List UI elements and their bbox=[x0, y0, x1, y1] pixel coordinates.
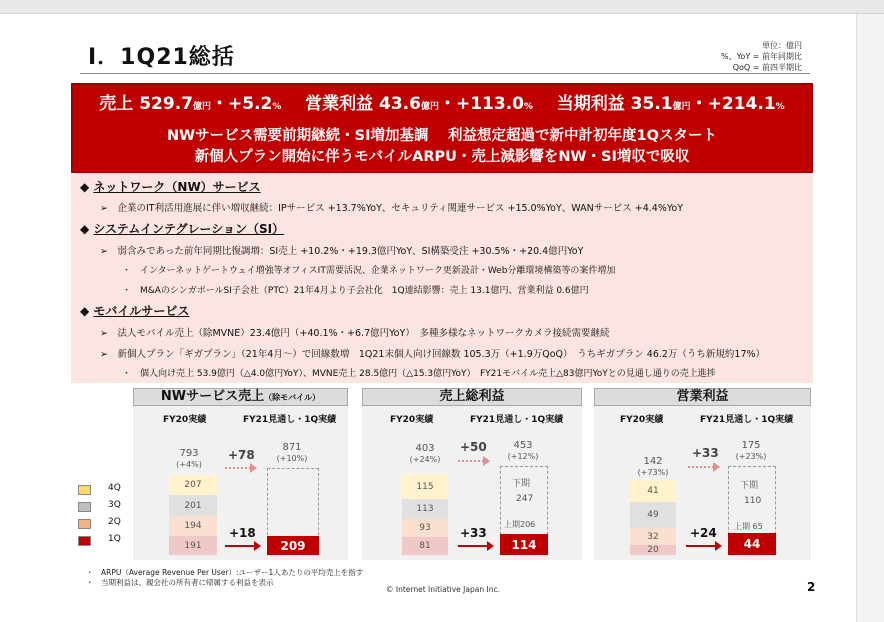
mobile-line3: ・ 個人向け売上 53.9億円（△4.0億円YoY）、MVNE売上 28.5億円（△15.3億円YoY） FY21モバイル売上△83億円YoYとの見通し通りの売上進捗 bbox=[122, 369, 716, 379]
gp-fy20-q2: 93 bbox=[402, 519, 448, 537]
net-unit: 億円 bbox=[672, 102, 691, 112]
scrollbar[interactable] bbox=[856, 14, 884, 622]
si-line2: ・ インターネットゲートウェイ増強等オフィスIT需要活況、企業ネットワーク更新設計・Web分離環境構築等の案件増加 bbox=[122, 266, 616, 276]
op-fy20-q1: 20 bbox=[630, 545, 676, 555]
chart-title-op: 営業利益 bbox=[594, 388, 811, 406]
sales-sep: ・ bbox=[211, 94, 229, 114]
legend-swatch-3q bbox=[78, 502, 91, 512]
op-fy21-h1-label: 上期 bbox=[734, 522, 750, 531]
gp-fy21-h2-label: 下期 bbox=[512, 479, 531, 489]
gp-fy20-total-value: 403 bbox=[415, 443, 435, 454]
si-line1: ➢ 弱含みであった前年同期比復調増：SI売上 +10.2%・+19.3億円YoY、SI構築受注 +30.5%・+20.4億円YoY bbox=[100, 246, 584, 257]
nw-fy20-total-value: 793 bbox=[179, 448, 199, 459]
op-delta-fy: +33 bbox=[692, 446, 719, 460]
legend-swatch-1q bbox=[78, 536, 91, 546]
gp-delta-q1: +33 bbox=[460, 526, 487, 540]
sales-yoy: +5.2 bbox=[228, 94, 273, 114]
op-fy21-h2-value: 110 bbox=[744, 496, 762, 506]
chart-title-nw-text: NWサービス売上 bbox=[160, 389, 265, 404]
gp-fy20-q4: 115 bbox=[402, 474, 448, 499]
op-sep: ・ bbox=[438, 94, 456, 114]
footnote: ・ 当期利益は、親会社の所有者に帰属する利益を表示 bbox=[86, 578, 274, 587]
op-arrow-fy-line bbox=[688, 466, 714, 468]
op-arrow-fy-icon bbox=[713, 462, 720, 472]
op-fy20-q2: 32 bbox=[630, 528, 676, 545]
units-note bbox=[721, 40, 802, 73]
net-value: 35.1 bbox=[630, 94, 673, 114]
si-line3: ・ M&AのシンガポールSI子会社（PTC）21年4月より子会社化 1Q連結影響：売上 13.1億円、営業利益 0.6億円 bbox=[122, 286, 589, 296]
nw-arrow-q1-line bbox=[225, 545, 255, 547]
sales-pct: % bbox=[272, 102, 282, 112]
op-fy20-total bbox=[628, 456, 678, 478]
mobile-line1: ➢ 法人モバイル売上（除MVNE）23.4億円（+40.1%・+6.7億円YoY） 多種多様なネットワークカメラ接続需要継続 bbox=[100, 328, 610, 339]
legend-swatch-4q bbox=[78, 485, 91, 495]
col-fy20: FY20実績 bbox=[620, 415, 664, 425]
op-fy21-q1-bar: 44 bbox=[728, 533, 776, 555]
col-fy21: FY21見通し・1Q実績 bbox=[700, 415, 794, 425]
nw-fy21-pct: (+10%) bbox=[276, 454, 308, 463]
op-fy20-q3: 49 bbox=[630, 502, 676, 528]
chart-title-gp: 売上総利益 bbox=[362, 388, 582, 406]
nw-arrow-fy-icon bbox=[250, 463, 257, 473]
op-fy21-total bbox=[726, 440, 776, 462]
op-label: 営業利益 bbox=[305, 94, 374, 114]
gp-fy21-h1-value: 206 bbox=[520, 520, 536, 529]
headline-sub1: NWサービス需要前期継続・SI増加基調 利益想定超過で新中計初年度1Qスタート bbox=[167, 128, 717, 144]
gp-fy21-total-value: 453 bbox=[513, 440, 533, 451]
nw-fy21-total-value: 871 bbox=[282, 442, 302, 453]
op-fy20-total-value: 142 bbox=[643, 456, 663, 467]
gp-fy21-h1 bbox=[504, 519, 535, 530]
op-delta-q1: +24 bbox=[690, 526, 717, 540]
gp-fy21-q1-bar: 114 bbox=[500, 534, 548, 555]
op-fy21-pct: (+23%) bbox=[735, 452, 767, 461]
op-value: 43.6 bbox=[379, 94, 421, 114]
gp-arrow-fy-icon bbox=[483, 456, 490, 466]
net-pct: % bbox=[775, 102, 785, 112]
units-line: %、YoY = 前年同期比 bbox=[721, 52, 802, 61]
chart-title-nw bbox=[133, 388, 348, 406]
op-arrow-q1-icon bbox=[715, 541, 722, 551]
legend-label: 4Q bbox=[108, 483, 121, 493]
chart-panel-nw bbox=[133, 388, 348, 560]
net-label: 当期利益 bbox=[556, 94, 625, 114]
gp-arrow-q1-icon bbox=[487, 541, 494, 551]
gp-fy21-h2-value: 247 bbox=[516, 494, 534, 504]
gp-arrow-q1-line bbox=[458, 545, 488, 547]
col-fy21: FY21見通し・1Q実績 bbox=[243, 415, 337, 425]
op-unit: 億円 bbox=[420, 102, 439, 112]
gp-fy21-total bbox=[498, 440, 548, 462]
nw-delta-q1: +18 bbox=[229, 526, 256, 540]
op-pct: % bbox=[524, 102, 534, 112]
gp-fy20-q1: 81 bbox=[402, 537, 448, 555]
legend-label: 1Q bbox=[108, 534, 121, 544]
headline-figures bbox=[73, 89, 811, 114]
gp-fy21-h1-label: 上期 bbox=[504, 520, 520, 529]
nw-fy20-total bbox=[167, 448, 211, 470]
sales-label: 売上 bbox=[99, 94, 134, 114]
op-fy21-h1-value: 65 bbox=[752, 522, 763, 531]
sales-value: 529.7 bbox=[139, 94, 193, 114]
nw-fy20-q2: 194 bbox=[169, 516, 217, 536]
net-yoy: +214.1 bbox=[707, 94, 776, 114]
section-title-nw-text: ネットワーク（NW）サービス bbox=[93, 180, 261, 194]
section-title-si: ◆ システムインテグレーション（SI） bbox=[80, 222, 285, 236]
nw-fy20-q1: 191 bbox=[169, 536, 217, 555]
op-fy21-h2-label: 下期 bbox=[740, 481, 759, 491]
op-fy20-pct: (+73%) bbox=[637, 468, 669, 477]
gp-delta-fy: +50 bbox=[460, 440, 487, 454]
nw-fy21-q1-bar: 209 bbox=[267, 536, 319, 555]
col-fy21: FY21見通し・1Q実績 bbox=[470, 415, 564, 425]
nw-fy20-pct: (+4%) bbox=[176, 460, 202, 469]
window-top-bar bbox=[0, 0, 884, 14]
nw-arrow-fy-line bbox=[225, 467, 251, 469]
section-title-mobile-text: モバイルサービス bbox=[93, 304, 190, 318]
page-title: Ⅰ．1Q21総括 bbox=[88, 45, 235, 70]
nw-line1: ➢ 企業のIT利活用進展に伴い増収継続：IPサービス +13.7%YoY、セキュリティ関連サービス +15.0%YoY、WANサービス +4.4%YoY bbox=[100, 203, 684, 214]
chart-panel-gp bbox=[362, 388, 582, 560]
col-fy20: FY20実績 bbox=[163, 415, 207, 425]
net-sep: ・ bbox=[690, 94, 708, 114]
headline-sub2: 新個人プラン開始に伴うモバイルARPU・売上減影響をNW・SI増収で吸収 bbox=[194, 149, 690, 165]
footnote: ・ ARPU（Average Revenue Per User）:ユーザー1人あたりの平均売上を指す bbox=[86, 568, 364, 577]
gp-fy20-q3: 113 bbox=[402, 499, 448, 519]
section-title-si-text: システムインテグレーション（SI） bbox=[93, 222, 285, 236]
chart-title-nw-small: （除モバイル） bbox=[264, 393, 321, 402]
nw-fy21-total bbox=[267, 442, 317, 464]
col-fy20: FY20実績 bbox=[390, 415, 434, 425]
op-fy21-total-value: 175 bbox=[741, 440, 761, 451]
nw-fy20-q3: 201 bbox=[169, 495, 217, 516]
nw-fy20-q4: 207 bbox=[169, 475, 217, 495]
gp-fy20-pct: (+24%) bbox=[409, 455, 441, 464]
op-yoy: +113.0 bbox=[455, 94, 525, 114]
page-number: 2 bbox=[807, 580, 816, 594]
gp-arrow-fy-line bbox=[458, 460, 484, 462]
section-title-nw: ◆ ネットワーク（NW）サービス bbox=[80, 180, 261, 194]
op-fy20-q4: 41 bbox=[630, 480, 676, 502]
nw-arrow-q1-icon bbox=[254, 541, 261, 551]
nw-delta-fy: +78 bbox=[228, 448, 255, 462]
gp-fy21-pct: (+12%) bbox=[507, 452, 539, 461]
legend-label: 3Q bbox=[108, 500, 121, 510]
title-divider bbox=[80, 73, 810, 74]
units-line: 単位：億円 bbox=[762, 41, 802, 50]
chart-panel-op bbox=[594, 388, 811, 560]
sales-unit: 億円 bbox=[193, 102, 212, 112]
copyright: © Internet Initiative Japan Inc. bbox=[386, 585, 500, 594]
legend-swatch-2q bbox=[78, 519, 91, 529]
legend-label: 2Q bbox=[108, 517, 121, 527]
op-fy21-h1 bbox=[734, 521, 763, 532]
gp-fy20-total bbox=[400, 443, 450, 465]
mobile-line2: ➢ 新個人プラン「ギガプラン」（21年4月～）で回線数増 1Q21末個人向け回線数 105.3万（+1.9万QoQ） うちギガプラン 46.2万（うち新規約17%） bbox=[100, 349, 766, 360]
headline-band bbox=[71, 83, 813, 173]
op-arrow-q1-line bbox=[686, 545, 716, 547]
section-title-mobile: ◆ モバイルサービス bbox=[80, 304, 190, 318]
units-line: QoQ = 前四半期比 bbox=[732, 63, 802, 72]
